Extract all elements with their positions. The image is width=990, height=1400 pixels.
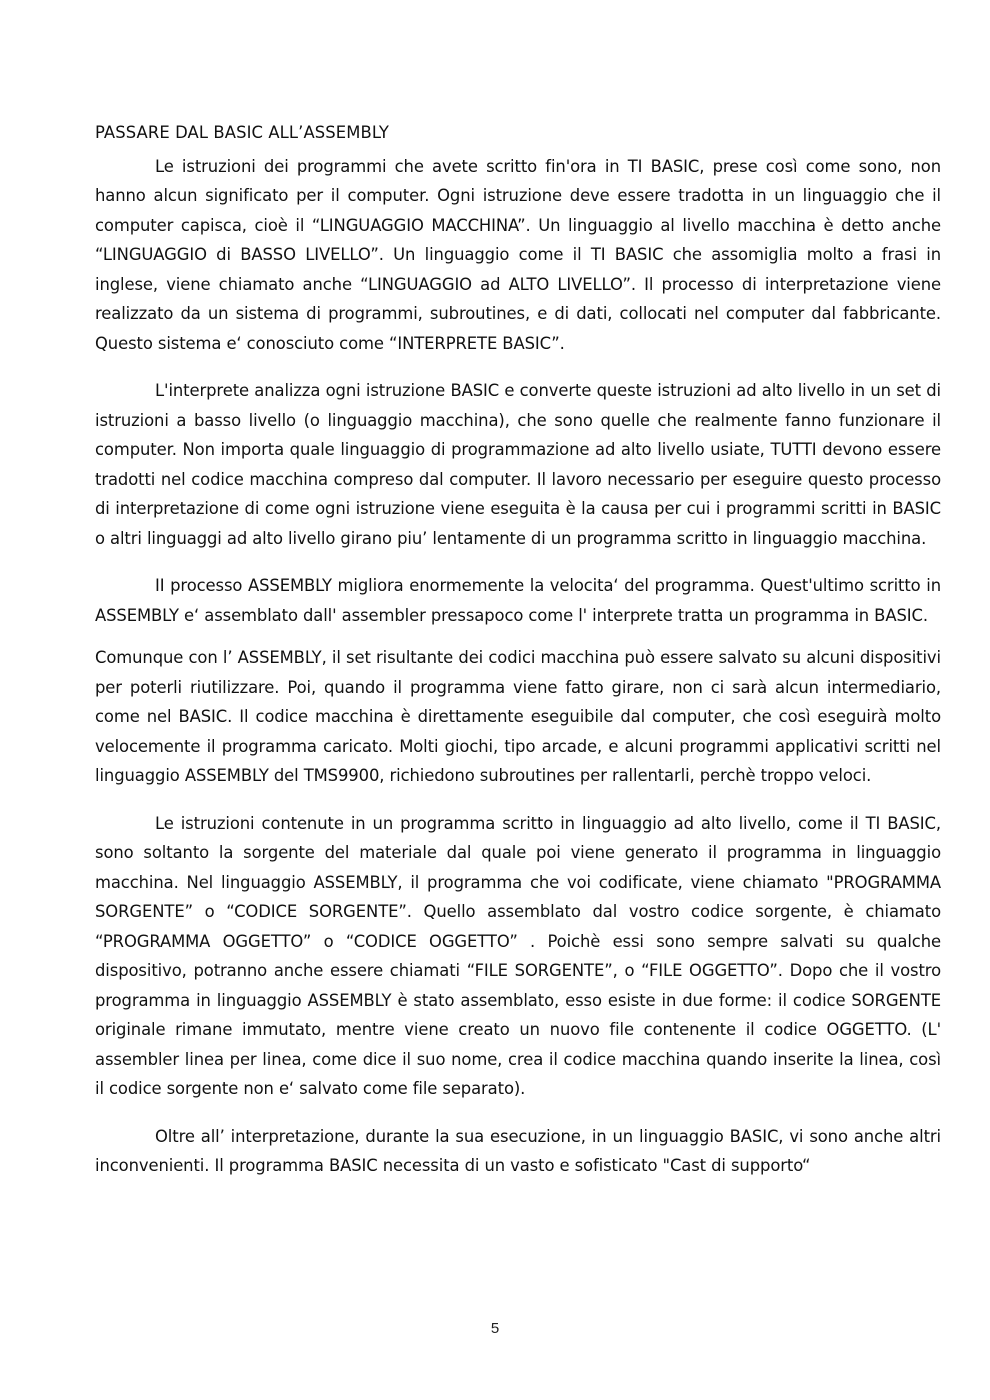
document-page <box>95 118 941 1181</box>
page-number: 5 <box>490 1320 500 1337</box>
section-heading: PASSARE DAL BASIC ALL’ASSEMBLY <box>95 123 389 142</box>
paragraph-assembly-speed: II processo ASSEMBLY migliora enormemente la velocita‘ del programma. Quest'ultimo scritto in ASSEMBLY e‘ assemblato dall' assembler pressapoco come l' interprete tratta un programma in BASIC. <box>95 576 941 625</box>
paragraph-source-object: Le istruzioni contenute in un programma scritto in linguaggio ad alto livello, come il TI BASIC, sono soltanto la sorgente del materiale dal quale poi viene generato il programma in linguaggio macchina. Nel linguaggio ASSEMBLY, il programma che voi codificate, viene chiamato "PROGRAMMA SORGENTE” o “CODICE SORGENTE”. Quello assemblato dal vostro codice sorgente, è chiamato “PROGRAMMA OGGETTO” o “CODICE OGGETTO” . Poichè essi sono sempre salvati su qualche dispositivo, potranno anche essere chiamati “FILE SORGENTE”, o “FILE OGGETTO”. Dopo che il vostro programma in linguaggio ASSEMBLY è stato assemblato, esso esiste in due forme: il codice SORGENTE originale rimane immutato, mentre viene creato un nuovo file contenente il codice OGGETTO. (L' assembler linea per linea, come dice il suo nome, crea il codice macchina quando inserite la linea, così il codice sorgente non e‘ salvato come file separato). <box>95 813 941 1098</box>
paragraph-machine-code: Comunque con l’ ASSEMBLY, il set risultante dei codici macchina può essere salvato su alcuni dispositivi per poterli riutilizzare. Poi, quando il programma viene fatto girare, non ci sarà alcun intermediario, come nel BASIC. Il codice macchina è direttamente eseguibile dal computer, che così eseguirà molto velocemente il programma caricato. Molti giochi, tipo arcade, e alcuni programmi applicativi scritti nel linguaggio ASSEMBLY del TMS9900, richiedono subroutines per rallentarli, perchè troppo veloci. <box>95 648 941 785</box>
paragraph-interpreter: L'interprete analizza ogni istruzione BASIC e converte queste istruzioni ad alto livello in un set di istruzioni a basso livello (o linguaggio macchina), che sono quelle che realmente fanno funzionare il computer. Non importa quale linguaggio di programmazione ad alto livello usiate, TUTTI devono essere tradotti nel codice macchina compreso dal computer. Il lavoro necessario per eseguire questo processo di interpretazione di come ogni istruzione viene eseguita è la causa per cui i programmi scritti in BASIC o altri linguaggi ad alto livello girano piu’ lentamente di un programma scritto in linguaggio macchina. <box>95 381 941 548</box>
paragraph-basic-intro: Le istruzioni dei programmi che avete scritto fin'ora in TI BASIC, prese così come sono, non hanno alcun significato per il computer. Ogni istruzione deve essere tradotta in un linguaggio che il computer capisca, cioè il “LINGUAGGIO MACCHINA”. Un linguaggio al livello macchina è detto anche “LINGUAGGIO di BASSO LIVELLO”. Un linguaggio come il TI BASIC che assomiglia molto a frasi in inglese, viene chiamato anche “LINGUAGGIO ad ALTO LIVELLO”. Il processo di interpretazione viene realizzato da un sistema di programmi, subroutines, e di dati, collocati nel computer dal fabbricante. Questo sistema e‘ conosciuto come “INTERPRETE BASIC”. <box>95 156 941 353</box>
paragraph-inconvenients: Oltre all’ interpretazione, durante la sua esecuzione, in un linguaggio BASIC, vi sono anche altri inconvenienti. Il programma BASIC necessita di un vasto e sofisticato "Cast di supporto“ <box>95 1126 941 1175</box>
